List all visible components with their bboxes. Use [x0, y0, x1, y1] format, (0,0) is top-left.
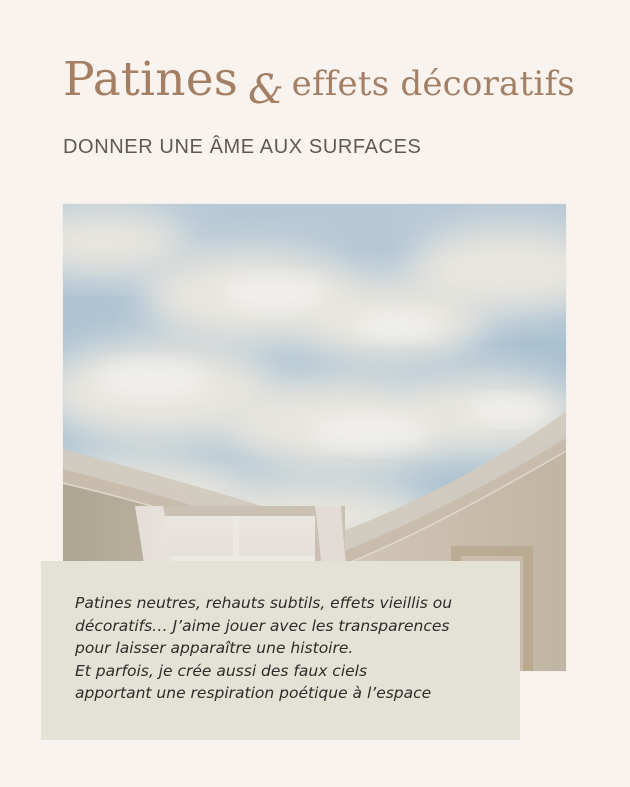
caption-line-4: Et parfois, je crée aussi des faux ciels — [75, 661, 368, 680]
caption-line-1: Patines neutres, rehauts subtils, effets vieillis ou — [75, 594, 453, 612]
title-rest: effets décoratifs — [291, 64, 575, 104]
caption-line-5: apportant une respiration poétique à l’espace — [75, 684, 432, 702]
caption-line-2: décoratifs… J’aime jouer avec les transparences — [75, 616, 450, 635]
page-title — [63, 52, 575, 113]
title-main-word: Patines — [63, 52, 239, 107]
title-ampersand: & — [248, 67, 284, 113]
caption-line-3: pour laisser apparaître une histoire. — [75, 639, 354, 657]
caption-box — [41, 561, 520, 740]
page-subtitle: DONNER UNE ÂME AUX SURFACES — [63, 136, 422, 158]
